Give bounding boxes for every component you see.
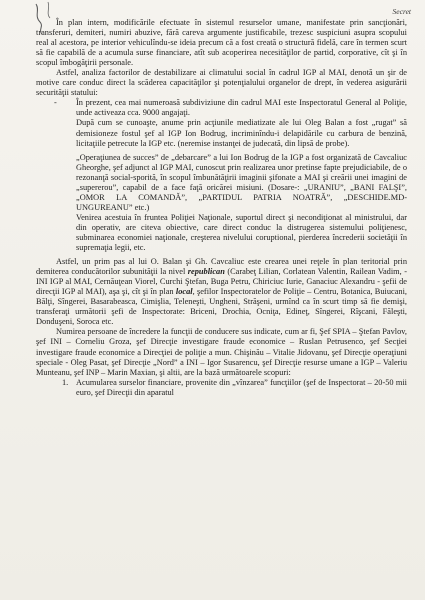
emphasis-republican: republican [187,267,225,277]
list-item [54,98,407,253]
list-item-text: Acumularea surselor financiare, provenite din „vînzarea” funcţiilor (şef de Inspectorat – 20-50 mii euro, şef Direcţii din aparatul [76,377,407,397]
list-item-text: Venirea acestuia în fruntea Poliţiei Naţionale, suportul direct şi necondiţionat al ministrului, dar din operativ, are citeva obiective, care direct conduc la distrugerea sistemului poliţienesc, subminarea economiei naţionale, creşterea nivelului coruptional, pierderea încrederii societăţii în supremaţia legii, etc. [76,212,407,253]
classification-mark: Secret [392,7,411,16]
paragraph: În plan intern, modificările efectuate în sistemul resurselor umane, manifestate prin sancţionări, transferuri, demiteri, numiri abuzive, fără careva argumente justificabile, trezesc suspiciuni asupra scopului real al acestora, pe interior vehiculîndu-se ideia precum că a fost creată o structură fidelă, care în termen scurt să fie capabilă de a acumula surse financiare, atît sub acoperirea necesităţilor de partid, corporative, cît şi în scopul îmbogăţirii personale. [36,18,407,68]
list-item-text: După cum se cunoaşte, anume prin acţiunile mediatizate ale lui Oleg Balan a fost „rugat” să demisioneze fostul şef al IGP Ion Bodrug, incriminîndu-i delapidările cu carbura de benzină, licitaţiile petrecute la IGP etc. (neremise instanţei de judecată, din lipsă de probe). [76,118,407,148]
list-item [62,377,407,398]
handwritten-mark [0,0,70,40]
paragraph [36,257,407,327]
paragraph: Astfel, analiza factorilor de destabilizare ai climatului social în cadrul IGP al MAI, denotă un şir de motive care conduc direct la scăderea capacităţilor şi potenţialului organelor de drept, în vederea asigurării securităţii statului: [36,68,407,98]
list-item-text: „Operaţiunea de succes” de „debarcare” a lui Ion Bodrug de la IGP a fost organizată de Cavcaliuc Gheorghe, şef adjunct al IGP MAI, cunoscut prin realizarea unor pretinse fapte prejudiciabile, de o rezonanţă social-sporită, în scopul îmbunătăţirii imaginii şifonate a MAI şi creării unei imagini de „supererou”, capabil de a face faţă oricărei misiuni. (Dosare-: „URANIU”, „BANI FALŞI”, „OMOR LA COMANDĂ”, „PARTIDUL PATRIA NOATRĂ”, „DESCHIDE.MD-UNGUREANU” etc.) [76,152,407,212]
emphasis-local: local [175,287,193,297]
paragraph: Numirea persoane de încredere la funcţii de conducere sus indicate, cum ar fi, Şef SPIA – Ştefan Pavlov, şef INI – Corneliu Groza, şef Direcţie investigare fraude economice – Ruslan Petrusenco, şef Secţiei investigare fraude economice a Direcţiei de poliţie a mun. Chişinău – Vitalie Jidovanu, şef Direcţie operaţiuni speciale - Oleg Pasat, şef Direcţie „Nord” a INI – Igor Susarencu, şef Direcţie resurse umane a IGP – Valeriu Munteanu, şef INP – Marin Maxian, şi altii, are la bază următoarele scopuri: [36,327,407,377]
list-item-text: În prezent, cea mai numeroasă subdiviziune din cadrul MAI este Inspectoratul General al Poliţie, unde activeaza cca. 9000 angajaţi. [76,98,407,118]
paragraph-text: (Carabeţ Lilian, Corlatean Valentin, Railean Vadim, - INI IGP al MAI, Cernăuţean Viorel, Curchi Ştefan, Buga Petru, Chiriciuc Iurie, Ganaciuc Alexandru - şefii de direcţii IGP al MAI), aşa şi, cît şi în plan [36,267,407,297]
list-number: 1. [62,377,69,387]
paragraph-text: , şefilor Inspectoratelor de Poliţie – Centru, Botanica, Buiucani, Bălţi, Sîngerei, Basarabeasca, Cimişlia, Teleneşti, Ungheni, Străşeni, urmînd ca în scurt timp să fie demişi, transferaţi următorii şefi de Inspectorate: Briceni, Drochia, Ocniţa, Edineţ, Sîngerei, Rîşcani, Făleşti, Donduşeni, Soroca etc. [36,287,407,327]
dash-bullet: - [54,98,57,108]
paragraph-text: Astfel, un prim pas al lui O. Balan şi Gh. Cavcaliuc este crearea unei reţele în plan teritorial prin demiterea conducătorilor subunităţii la nivel [36,257,407,277]
document-body [36,18,407,398]
